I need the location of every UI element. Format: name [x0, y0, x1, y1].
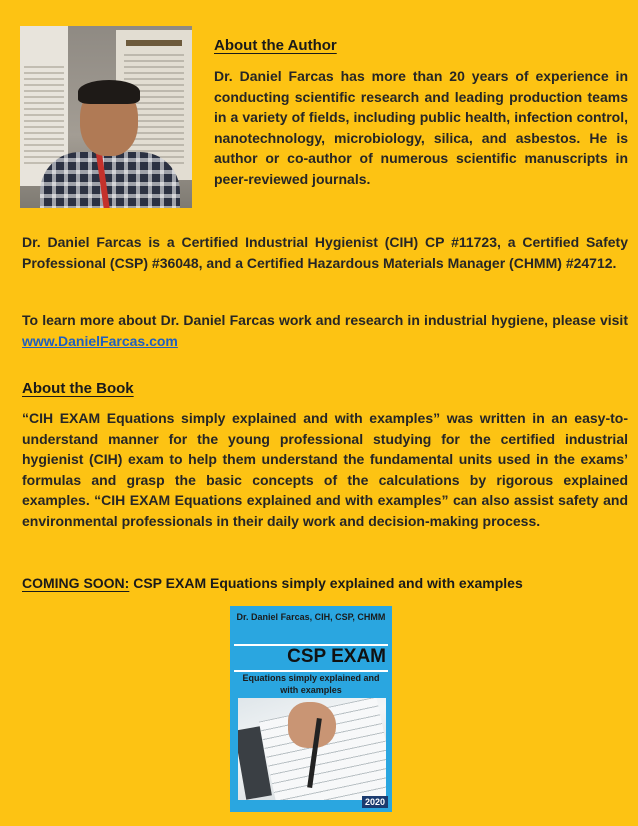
about-author-heading: About the Author — [214, 37, 337, 54]
cover-subtitle: Equations simply explained and with examples — [242, 673, 380, 695]
coming-soon-line — [22, 575, 628, 591]
learn-more-paragraph — [22, 310, 628, 351]
book-cover — [230, 606, 392, 812]
cover-image — [238, 698, 386, 800]
author-photo — [20, 26, 192, 208]
website-link[interactable]: www.DanielFarcas.com — [22, 332, 178, 349]
author-certifications: Dr. Daniel Farcas is a Certified Industrial Hygienist (CIH) CP #11723, a Certified Safety Professional (CSP) #36048, and a Certified Hazardous Materials Manager (CHMM) #24712. — [22, 234, 628, 271]
book-description: “CIH EXAM Equations simply explained and with examples” was written in an easy-to-understand manner for the young professional studying for the certified industrial hygienist (CIH) exam to help them understand the fundamental units used in the exams’ formulas and grasp the basic concepts of the calculations by rigorous explained examples. “CIH EXAM Equations explained and with examples” can also assist safety and environmental professionals in their daily work and decision-making process. — [22, 410, 628, 529]
author-bio: Dr. Daniel Farcas has more than 20 years of experience in conducting scientific research and leading production teams in a variety of fields, including public health, infection control, nanotechnology, microbiology, silica, and asbestos. He is author or co-author of numerous scientific manuscripts in peer-reviewed journals. — [214, 68, 628, 187]
cover-year: 2020 — [362, 796, 388, 808]
author-hair — [78, 80, 140, 104]
coming-soon-tag: COMING SOON: — [22, 575, 130, 591]
cover-title: CSP EXAM — [287, 646, 386, 667]
author-shirt — [40, 152, 180, 208]
about-book-heading: About the Book — [22, 380, 134, 397]
coming-soon-title: CSP EXAM Equations simply explained and with examples — [129, 575, 523, 591]
cover-author-line: Dr. Daniel Farcas, CIH, CSP, CHMM — [236, 612, 386, 622]
cover-hand — [288, 702, 336, 748]
learn-more-text: To learn more about Dr. Daniel Farcas work and research in industrial hygiene, please visit — [22, 312, 628, 328]
